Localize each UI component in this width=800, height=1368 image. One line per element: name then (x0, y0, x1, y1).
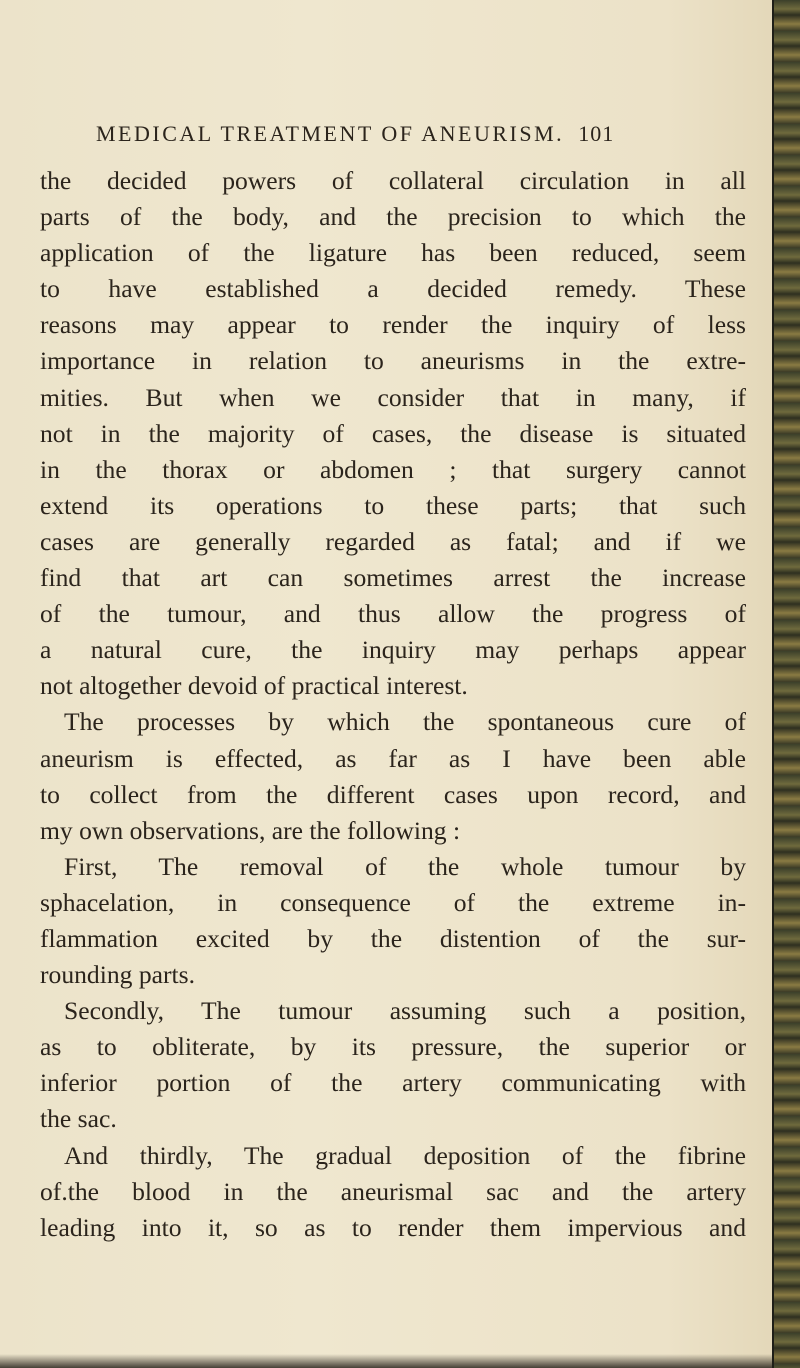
book-binding-edge (772, 0, 800, 1368)
text-line: the decided powers of collateral circulation in all (40, 166, 746, 195)
text-line: as to obliterate, by its pressure, the superior or (40, 1032, 746, 1062)
text-line: leading into it, so as to render them impervious and (40, 1212, 746, 1242)
text-line: to collect from the different cases upon record, and (40, 779, 746, 809)
page-number: 101 (578, 121, 615, 146)
text-line: of the tumour, and thus allow the progress of (40, 599, 746, 629)
text-line: First, The removal of the whole tumour by (64, 851, 746, 881)
text-line: importance in relation to aneurisms in the extre- (40, 346, 746, 376)
text-line: find that art can sometimes arrest the increase (40, 563, 746, 593)
text-line: rounding parts. (40, 960, 195, 990)
text-line: extend its operations to these parts; that such (40, 490, 746, 520)
text-line: the sac. (40, 1104, 117, 1134)
text-line: of.the blood in the aneurismal sac and the artery (40, 1176, 746, 1206)
page-bottom-edge (0, 1354, 782, 1368)
running-header-title: MEDICAL TREATMENT OF ANEURISM. (96, 121, 565, 146)
text-line: not altogether devoid of practical interest. (40, 671, 468, 701)
text-line: in the thorax or abdomen ; that surgery cannot (40, 454, 746, 484)
text-line: not in the majority of cases, the disease is situated (40, 418, 746, 448)
text-line: parts of the body, and the precision to which the (40, 202, 746, 232)
text-line: inferior portion of the artery communicating with (40, 1068, 746, 1098)
text-line: cases are generally regarded as fatal; and if we (40, 526, 746, 556)
text-line: The processes by which the spontaneous cure of (64, 707, 746, 737)
text-line: a natural cure, the inquiry may perhaps appear (40, 635, 746, 665)
text-line: my own observations, are the following : (40, 815, 461, 845)
running-header (96, 121, 636, 147)
text-line: mities. But when we consider that in many, if (40, 382, 746, 412)
text-line: to have established a decided remedy. These (40, 274, 746, 304)
text-line: sphacelation, in consequence of the extreme in- (40, 887, 746, 917)
text-line: application of the ligature has been reduced, seem (40, 238, 746, 268)
text-line: reasons may appear to render the inquiry of less (40, 310, 746, 340)
text-line: And thirdly, The gradual deposition of the fibrine (64, 1140, 746, 1170)
body-text (40, 163, 746, 1246)
text-line: flammation excited by the distention of the sur- (40, 923, 746, 953)
text-line: Secondly, The tumour assuming such a position, (64, 996, 746, 1026)
text-line: aneurism is effected, as far as I have been able (40, 743, 746, 773)
